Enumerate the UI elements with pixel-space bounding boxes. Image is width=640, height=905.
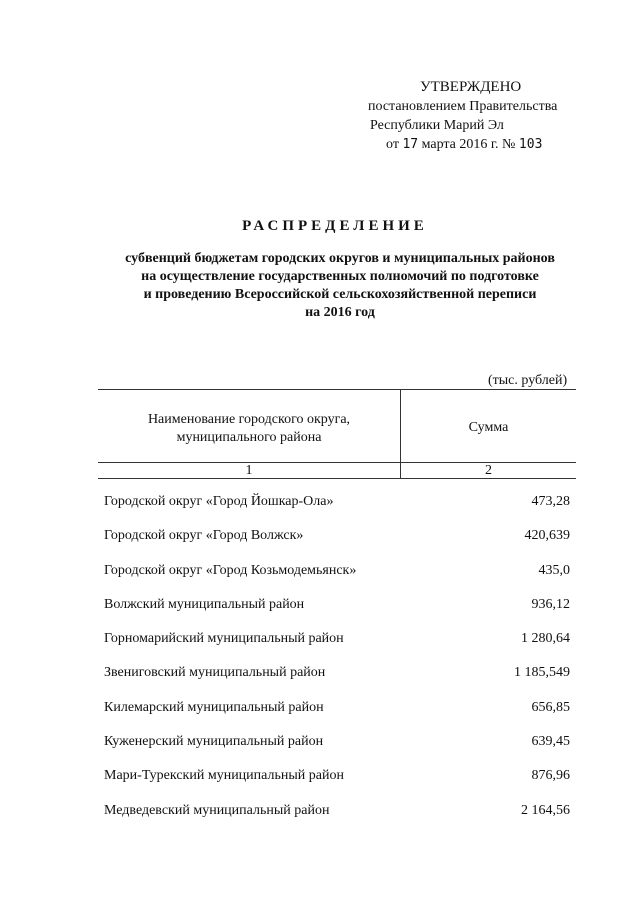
row-sum: 656,85 <box>531 699 570 715</box>
subtitle-line-3: и проведению Всероссийской сельскохозяйственной переписи <box>143 287 537 302</box>
row-name: Звениговский муниципальный район <box>104 665 326 681</box>
row-name: Килемарский муниципальный район <box>104 699 324 715</box>
table-row <box>104 665 576 699</box>
row-name: Городской округ «Город Волжск» <box>104 528 304 544</box>
units-label: (тыс. рублей) <box>488 373 568 388</box>
table-row <box>104 768 576 802</box>
subtitle-line-1: субвенций бюджетам городских округов и муниципальных районов <box>125 251 555 266</box>
table-row <box>104 528 576 562</box>
table-row <box>104 734 576 768</box>
row-sum: 1 280,64 <box>521 631 570 647</box>
table-row <box>104 803 576 837</box>
header-name-line-1: Наименование городского округа, <box>147 412 351 427</box>
subtitle-line-2: на осуществление государственных полномочий по подготовке <box>141 269 539 284</box>
approval-date <box>368 135 588 154</box>
row-sum: 1 185,549 <box>514 665 570 681</box>
row-name: Городской округ «Город Йошкар-Ола» <box>104 494 334 509</box>
document-subtitle <box>90 250 590 322</box>
header-name-line-2: муниципального района <box>176 430 322 445</box>
column-number-1: 1 <box>245 463 253 478</box>
table-row <box>104 700 576 734</box>
row-sum: 876,96 <box>531 768 570 784</box>
column-number-2: 2 <box>485 463 492 478</box>
table-row <box>104 597 576 631</box>
approval-block <box>368 78 588 154</box>
row-name: Горномарийский муниципальный район <box>104 631 344 647</box>
row-name: Мари-Турекский муниципальный район <box>104 768 344 784</box>
approval-stamp: УТВЕРЖДЕНО <box>420 79 522 95</box>
approval-number: 103 <box>518 137 543 152</box>
approval-date-prefix: от <box>386 137 399 152</box>
row-sum: 639,45 <box>531 734 570 750</box>
header-sum-column: Сумма <box>468 420 509 435</box>
row-sum: 473,28 <box>531 494 570 509</box>
row-name: Медведевский муниципальный район <box>104 802 330 818</box>
document-title: РАСПРЕДЕЛЕНИЕ <box>242 218 428 234</box>
row-sum: 420,639 <box>524 528 570 544</box>
row-name: Городской округ «Город Козьмодемьянск» <box>104 562 357 578</box>
table-row <box>104 563 576 597</box>
subtitle-line-4: на 2016 год <box>305 305 375 320</box>
row-sum: 435,0 <box>538 562 570 578</box>
approval-date-day: 17 <box>402 137 419 152</box>
approval-date-text: марта 2016 г. № <box>421 137 516 152</box>
table-row <box>104 631 576 665</box>
approval-resolution: постановлением Правительства <box>368 99 558 114</box>
row-name: Волжский муниципальный район <box>104 596 305 612</box>
table-row <box>104 494 576 528</box>
header-name-column <box>98 411 400 447</box>
row-sum: 936,12 <box>531 596 570 612</box>
table-body <box>104 494 576 837</box>
approval-republic: Республики Марий Эл <box>370 118 504 133</box>
table-header <box>98 389 576 479</box>
row-sum: 2 164,56 <box>521 802 570 818</box>
row-name: Куженерский муниципальный район <box>104 734 324 750</box>
